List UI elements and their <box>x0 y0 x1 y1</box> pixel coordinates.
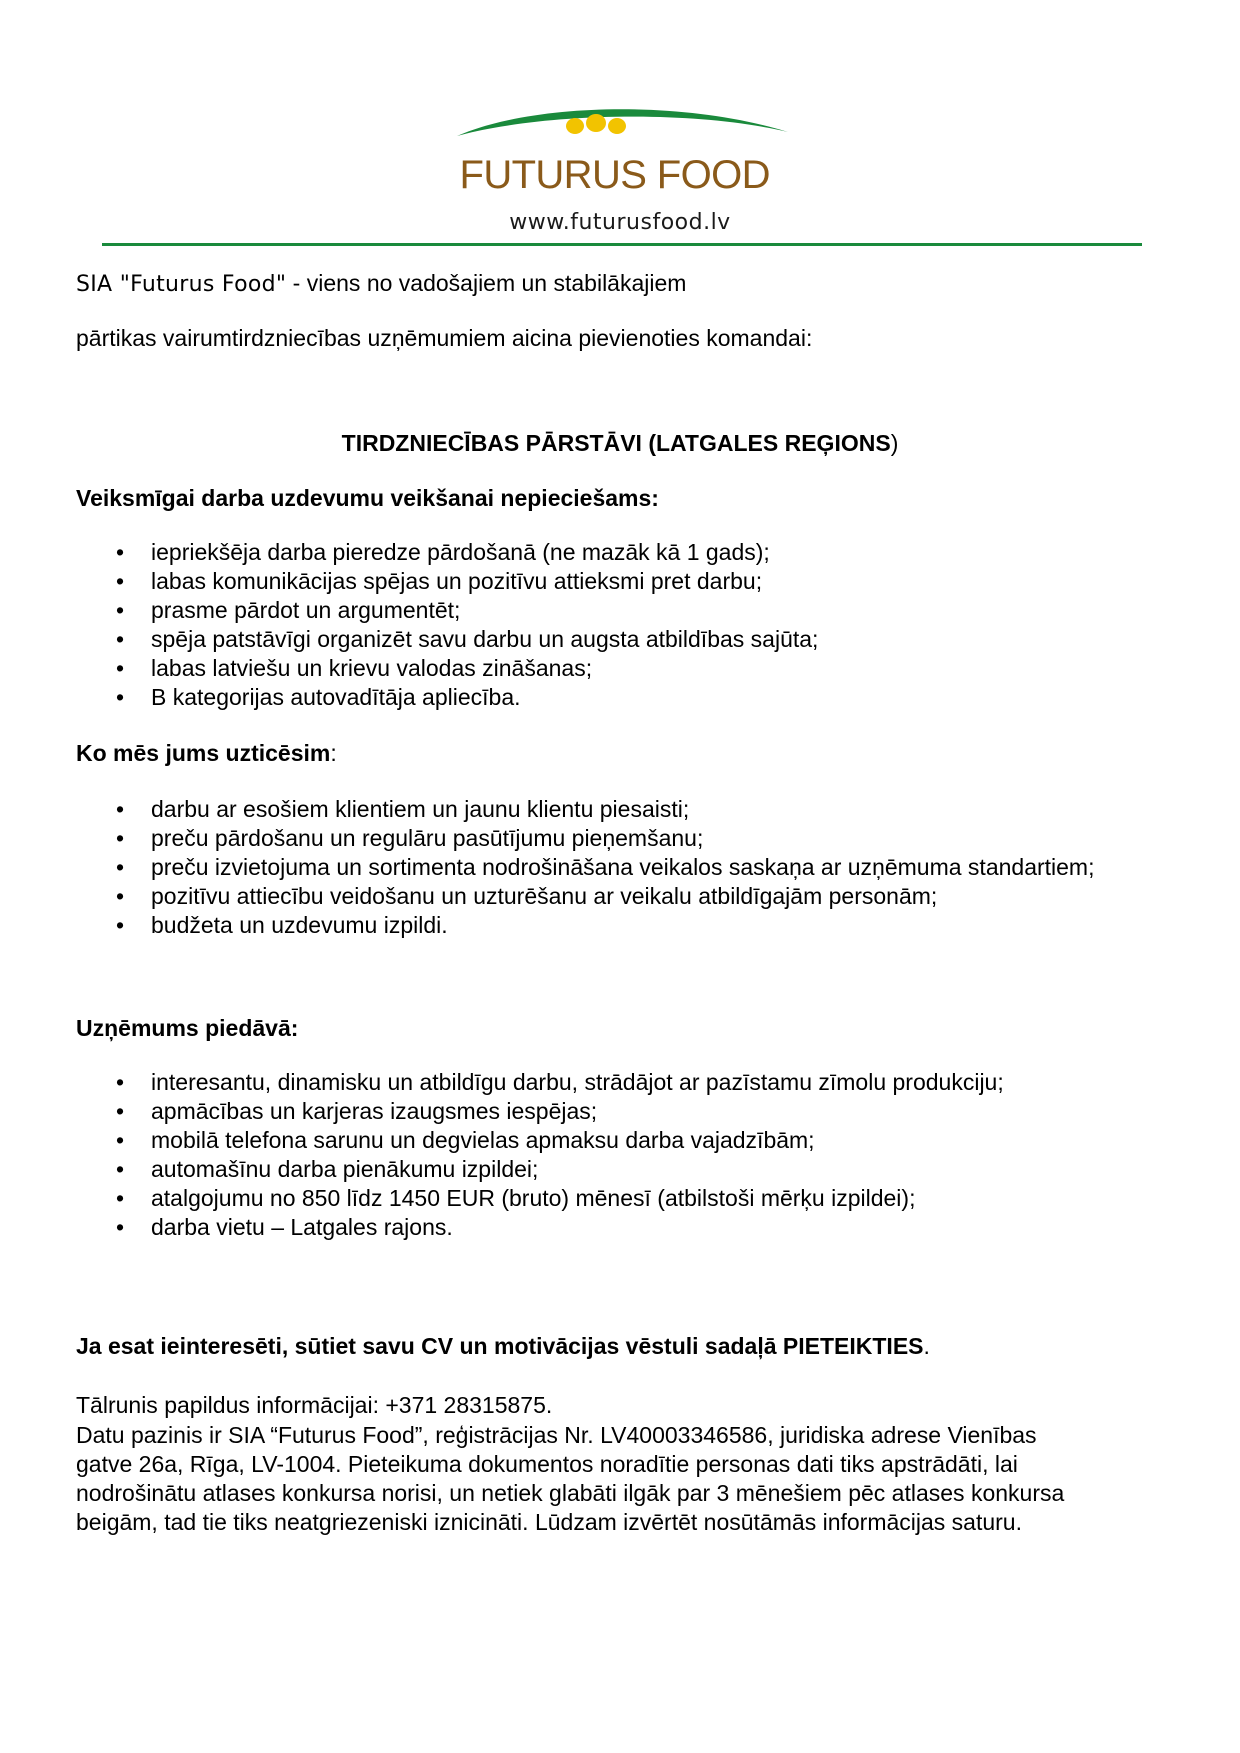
offer-item: • automašīnu darba pienākumu izpildei; <box>76 1155 1136 1184</box>
requirement-item: • iepriekšēja darba pieredze pārdošanā (ne mazāk kā 1 gads); <box>76 538 1136 567</box>
logo-dot-center <box>586 114 606 132</box>
duty-item: • preču pārdošanu un regulāru pasūtījumu pieņemšanu; <box>76 824 1136 853</box>
offer-item: • atalgojumu no 850 līdz 1450 EUR (bruto) mēnesī (atbilstoši mērķu izpildei); <box>76 1184 1136 1213</box>
duties-list <box>76 795 1136 940</box>
position-title-text: TIRDZNIECĪBAS PĀRSTĀVI (LATGALES REĢIONS <box>341 430 891 456</box>
futurus-food-logo <box>455 104 790 194</box>
logo-wordmark: FUTURUS FOOD <box>459 153 785 194</box>
requirement-item: • B kategorijas autovadītāja apliecība. <box>76 683 1136 712</box>
duties-heading-colon: : <box>330 740 337 766</box>
offer-item: • mobilā telefona sarunu un degvielas apmaksu darba vajadzībām; <box>76 1126 1136 1155</box>
offer-heading: Uzņēmums piedāvā: <box>76 1015 299 1041</box>
duties-heading <box>76 740 337 767</box>
duty-item: • pozitīvu attiecību veidošanu un uzturēšanu ar veikalu atbildīgajām personām; <box>76 882 1136 911</box>
position-title <box>0 430 1240 457</box>
intro-line-1-text: - viens no vadošajiem un stabilākajiem <box>286 270 687 296</box>
requirements-list <box>76 538 1136 712</box>
position-title-paren: ) <box>890 430 899 456</box>
requirements-heading: Veiksmīgai darba uzdevumu veikšanai nepieciešams: <box>76 485 659 511</box>
website-url[interactable]: www.futurusfood.lv <box>509 210 731 235</box>
offer-item: • interesantu, dinamisku un atbildīgu darbu, strādājot ar pazīstamu zīmolu produkciju; <box>76 1068 1136 1097</box>
requirement-item: • labas komunikācijas spējas un pozitīvu attieksmi pret darbu; <box>76 567 1136 596</box>
closing-statement <box>76 1333 930 1360</box>
requirement-item: • prasme pārdot un argumentēt; <box>76 596 1136 625</box>
header-divider <box>102 243 1142 246</box>
requirement-item: • spēja patstāvīgi organizēt savu darbu un augsta atbildības sajūta; <box>76 625 1136 654</box>
duty-item: • darbu ar esošiem klientiem un jaunu klientu piesaisti; <box>76 795 1136 824</box>
duties-heading-text: Ko mēs jums uzticēsim <box>76 740 331 766</box>
logo-dot-left <box>566 118 584 134</box>
intro-line-1 <box>76 270 686 297</box>
company-name: SIA "Futurus Food" <box>76 272 287 297</box>
closing-dot: . <box>923 1333 930 1359</box>
intro-line-2: pārtikas vairumtirdzniecības uzņēmumiem aicina pievienoties komandai: <box>76 325 813 351</box>
offer-item: • apmācības un karjeras izaugsmes iespējas; <box>76 1097 1136 1126</box>
closing-text: Ja esat ieinteresēti, sūtiet savu CV un motivācijas vēstuli sadaļā PIETEIKTIES <box>76 1333 924 1359</box>
contact-phone: Tālrunis papildus informācijai: +371 28315875. <box>76 1392 553 1418</box>
duty-item: • preču izvietojuma un sortimenta nodrošināšana veikalos saskaņa ar uzņēmuma standartiem; <box>76 853 1136 882</box>
privacy-notice: Datu pazinis ir SIA “Futurus Food”, reģistrācijas Nr. LV40003346586, juridiska adrese Vienības gatve 26a, Rīga, LV-1004. Pieteikuma dokumentos noradītie personas dati tiks apstrādāti, lai nodrošinātu atlases konkursa norisi, un netiek glabāti ilgāk par 3 mēnešiem pēc atlases konkursa beigām, tad tie tiks neatgriezeniski iznicināti. Lūdzam izvērtēt nosūtāmās informācijas saturu. <box>76 1422 1065 1535</box>
offer-list <box>76 1068 1136 1242</box>
requirement-item: • labas latviešu un krievu valodas zināšanas; <box>76 654 1136 683</box>
logo-dot-right <box>608 118 626 134</box>
offer-item: • darba vietu – Latgales rajons. <box>76 1213 1136 1242</box>
duty-item: • budžeta un uzdevumu izpildi. <box>76 911 1136 940</box>
